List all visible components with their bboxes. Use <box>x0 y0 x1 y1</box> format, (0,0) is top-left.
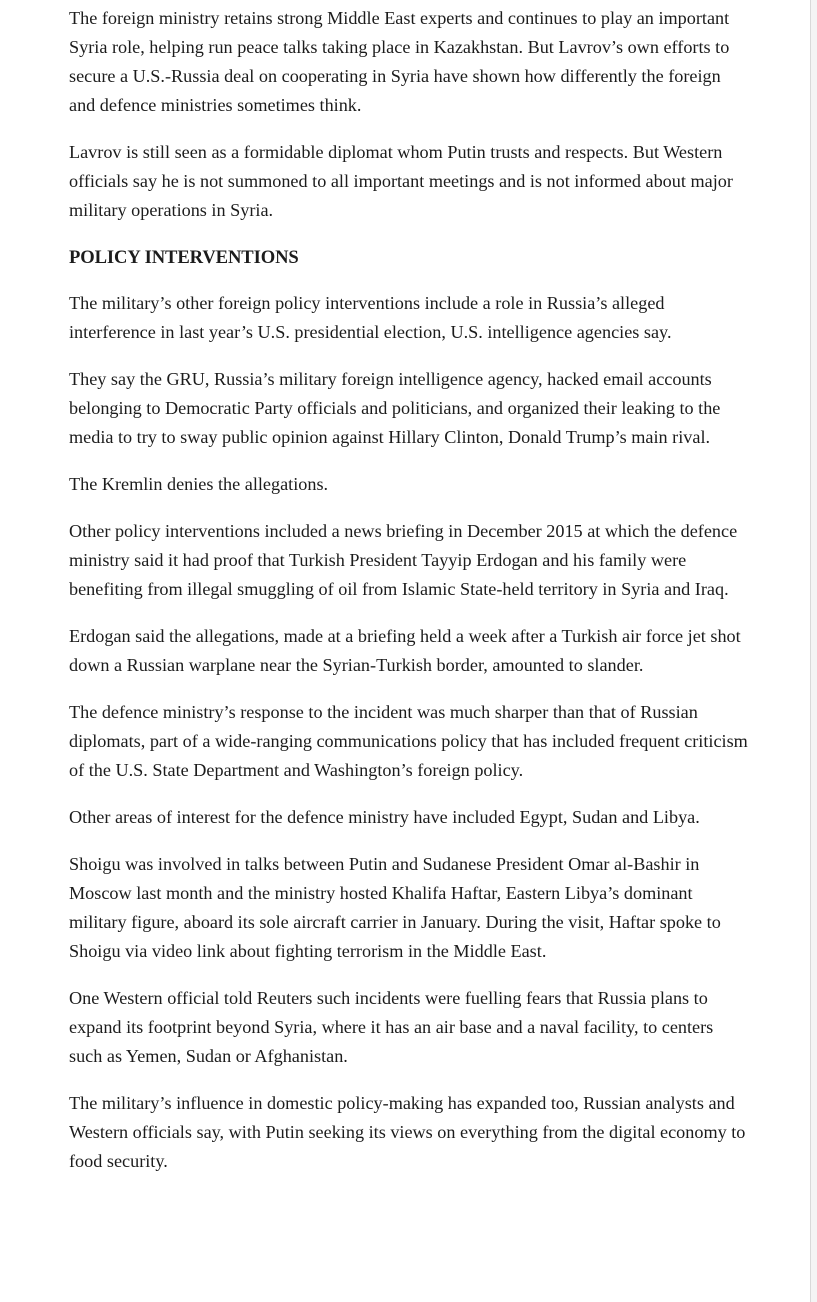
paragraph-shoigu-talks: Shoigu was involved in talks between Putin and Sudanese President Omar al-Bashir in Moscow last month and the ministry hosted Khalifa Haftar, Eastern Libya’s dominant military figure, aboard its sole aircraft carrier in January. During the visit, Haftar spoke to Shoigu via video link about fighting terrorism in the Middle East. <box>69 854 721 961</box>
paragraph-news-briefing: Other policy interventions included a news briefing in December 2015 at which the defence ministry said it had proof that Turkish President Tayyip Erdogan and his family were benefiting from illegal smuggling of oil from Islamic State-held territory in Syria and Iraq. <box>69 521 738 599</box>
paragraph-lavrov-diplomat: Lavrov is still seen as a formidable diplomat whom Putin trusts and respects. But Western officials say he is not summoned to all important meetings and is not informed about major military operations in Syria. <box>69 142 733 220</box>
paragraph-western-official: One Western official told Reuters such incidents were fuelling fears that Russia plans to expand its footprint beyond Syria, where it has an air base and a naval facility, to centers such as Yemen, Sudan or Afghanistan. <box>69 988 714 1066</box>
paragraph-areas-of-interest: Other areas of interest for the defence ministry have included Egypt, Sudan and Libya. <box>69 807 700 827</box>
paragraph-erdogan-slander: Erdogan said the allegations, made at a briefing held a week after a Turkish air force jet shot down a Russian warplane near the Syrian-Turkish border, amounted to slander. <box>69 626 741 675</box>
paragraph-foreign-ministry: The foreign ministry retains strong Middle East experts and continues to play an important Syria role, helping run peace talks taking place in Kazakhstan. But Lavrov’s own efforts to secure a U.S.-Russia deal on cooperating in Syria have shown how differently the foreign and defence ministries sometimes think. <box>69 8 730 115</box>
article-body <box>69 4 749 1194</box>
paragraph-kremlin-denies: The Kremlin denies the allegations. <box>69 474 329 494</box>
paragraph-defence-response: The defence ministry’s response to the incident was much sharper than that of Russian diplomats, part of a wide-ranging communications policy that has included frequent criticism of the U.S. State Department and Washington’s foreign policy. <box>69 702 748 780</box>
window-edge <box>811 0 817 1302</box>
section-heading: POLICY INTERVENTIONS <box>69 247 299 268</box>
paragraph-military-interventions: The military’s other foreign policy interventions include a role in Russia’s alleged interference in last year’s U.S. presidential election, U.S. intelligence agencies say. <box>69 293 672 342</box>
paragraph-domestic-policy: The military’s influence in domestic policy-making has expanded too, Russian analysts and Western officials say, with Putin seeking its views on everything from the digital economy to food security. <box>69 1093 746 1171</box>
paragraph-gru-hacking: They say the GRU, Russia’s military foreign intelligence agency, hacked email accounts belonging to Democratic Party officials and politicians, and organized their leaking to the media to try to sway public opinion against Hillary Clinton, Donald Trump’s main rival. <box>69 369 721 447</box>
